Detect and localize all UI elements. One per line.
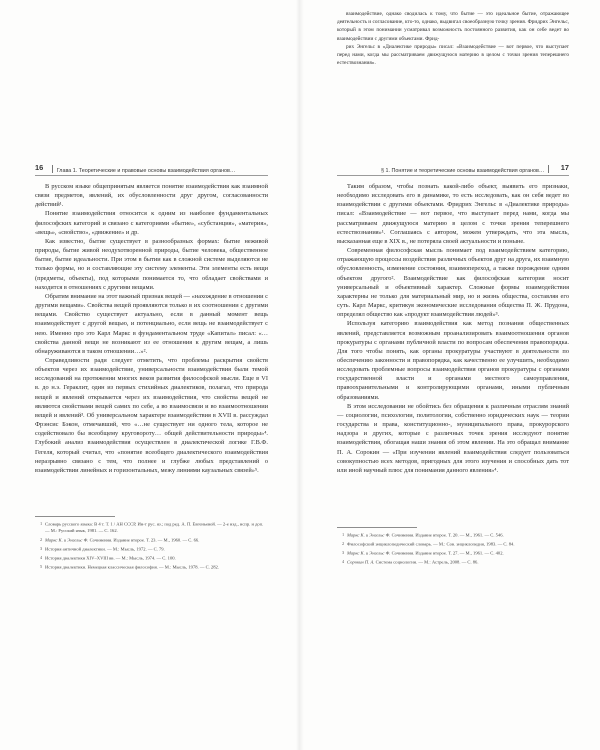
header-divider [52,165,53,173]
footnote-text: Маркс К. и Энгельс Ф. Сочинения. Издание второе. Т. 23. — М., 1960. — С. 66. [45,537,200,543]
footnote-text: Словарь русского языка: В 4 т. Т. 1 / АН СССР, Ин-т рус. яз.; под ред. А. П. Евгеньевой. — 2-е изд., испр. и доп. — М.: Русский язык, 1981. — С. 162. [45,521,264,534]
left-header-title-text: Глава 1. Теоретические и правовые основы взаимодействия органов… [56,167,236,174]
paragraph: Обратим внимание на этот важный признак вещей — «нахождение в отношении с другими вещами». Свойства вещей проявляются только в их соотношении с другими вещами. Свойство существует актуально, если в данный момент вещь взаимодействует с другой вещью, и потенциально, если вещь не взаимодействует с нею. Именно про это Карл Маркс в фундаментальном труде «Капитал» писал: «…свойства данной вещи не возникают из ее отношения к другим вещам, а лишь обнаруживаются в таком отношении…»². [35,292,268,355]
footnote-author: Маркс К. и Энгельс Ф. [45,537,89,543]
footnote [337,559,569,566]
footnote-text: Маркс К. и Энгельс Ф. Сочинения. Издание второе. Т. 20. — М., 1961. — С. 546. [347,532,504,538]
footnote [337,541,569,548]
right-footnote-rule [337,527,417,528]
right-footnotes [337,532,569,568]
paragraph: Понятие взаимодействия относится к одним из наиболее фундаментальных философских категорий и связано с категориями «бытие», «субстанция», «материя», «вещь», «свойство», «движение» и др. [35,210,268,236]
right-header-title [381,165,553,174]
header-divider [548,165,549,173]
right-page-number: 17 [560,163,569,172]
footnote [35,521,268,535]
footnote-text: История античной диалектики. — М.: Мысль, 1972. — С. 79. [45,546,165,552]
fragment-line: взаимодействие, однако сводилась к тому, что бытие — это идеальное бытие, отражающее деятельность и согласование, кто-то, однако, выдвигал своеобразную точку зрения. Фридрих Энгельс, который в этом понимании усматривал возможность постоянного развития, как он себе ведет во взаимодействии с другими объектами. Фрид- [337,11,569,42]
footnote-text: История диалектики XIV–XVIII вв. — М.: Мысль, 1974. — С. 100. [45,555,176,561]
paragraph: Как известно, бытие существует в разнообразных формах: бытие неживой природы, бытие живой неодухотворенной природы, бытие человека, общественное бытие, бытие идеальноcти. При этом в бытии как в сложной системе выделяются не только формы, но и составляющие эту систему элементы. Эти элементы есть вещи (предметы, объекты), под которыми понимается то, что обладает свойствами и находится в отношениях с другими вещами. [35,237,268,291]
footnote-text: Сорокин П. А. Система социологии. — М.: Астрель, 2008. — С. 86. [347,559,479,565]
right-page [300,0,600,750]
footnote-number: 3 [342,550,344,555]
footnote-number: 4 [342,559,344,564]
footnote-author: Сорокин П. А. [347,559,375,565]
paragraph: Справедливости ради следует отметить, что проблемы раскрытия свойств объектов через их взаимодействие, универсальности взаимодействия были темой исследований на протяжении многих веков развития философской мысли. Еще в VI в. до н.э. Гераклит, один из первых стихийных диалектиков, полагал, что природа вещей и явлений открывается через их взаимодействия, что свойства вещей не являются свойствами вещей самих по себе, а во взаимосвязи и во взаимоотношении вещей и явлений³. Об универсальном характере взаимодействия в XVII в. рассуждал Фрэнсис Бэкон, отмечавший, что «…не существует ни одного тела, которое не содействовало бы всеобщему круговороту… общей действительности природы»⁴. Глубокий анализ взаимодействия осуществлен в диалектической логике Г.В.Ф. Гегеля, который считал, что «понятие всеобщего диалектического взаимодействия неразрывно связано с тем, что полнее и глубже любых представлений о взаимодействии линейных и горизонтальных, межу линиями каузальных связей»⁵. [35,356,268,474]
left-body-text [35,182,268,475]
fragment-line: рих Энгельс в «Диалектике природы» писал: «Взаимодействие — вот первое, что выступает перед нами, когда мы рассматриваем движущуюся материю в целом с точки зрения теперешнего естествознания». [337,43,569,67]
footnote-text: Философский энциклопедический словарь. — М.: Сов. энциклопедия, 1983. — С. 84. [347,541,515,547]
right-body-text [337,182,569,475]
right-top-fragment [337,10,569,67]
left-header-title [48,165,235,174]
paragraph: В этом исследовании не обойтись без обращения к различным отраслям знаний — социологии, психологии, политологии, собственно юридических наук — теории государства и права, конституционно-, муниципального права, прокурорского надзора и других, которые с различных точек зрения исследуют понятие взаимодействия, обогащая наши знания об этом явлении. На это обращал внимание П. А. Сорокин — «При изучении явлений взаимодействия следует пользоваться совокупностью всех методов, пригодных для этого изучения и способных дать тот или иной научный плюс для понимания данного явления»⁴. [337,402,569,474]
footnote-number: 4 [40,555,42,560]
right-running-header [337,163,569,176]
footnote-text: История диалектики. Немецкая классическая философия. — М.: Мысль, 1978. — С. 282. [45,564,219,570]
footnote-number: 1 [40,522,42,526]
footnote-number: 2 [40,537,42,542]
left-page-number: 16 [35,163,44,172]
footnote [337,532,569,539]
left-running-header [35,163,268,176]
footnote-number: 3 [40,546,42,551]
footnote-author: Маркс К. и Энгельс Ф. [347,550,391,556]
footnote [35,546,268,553]
footnote [337,550,569,557]
paragraph: Современная философская мысль понимает под взаимодействием категорию, отражающую процессы воздействия различных объектов друг на друга, их взаимную обусловленность, изменение состояния, взаимопереход, а также порождение одним объектом другого². Взаимодействие как философская категория носит универсальный и объективный характер. Сложные формы взаимодействия характерны не только для материальный мир, но и жизнь общества, составляя его суть. Карл Маркс, критикуя экономические исследования общества П. Ж. Прудона, определял общество как «продукт взаимодействия людей»³. [337,247,569,319]
paragraph: В русском языке общепринятым является понятие взаимодействия как взаимной связи предметов, явлений, их обусловленности друг другом, согласованности действий¹. [35,183,268,209]
left-footnote-rule [35,516,115,517]
footnote-number: 2 [342,541,344,546]
footnote [35,555,268,562]
footnote [35,537,268,544]
paragraph: Таким образом, чтобы познать какой-либо объект, выявить его признаки, необходимо исследовать его в динамике, то есть исследовать, как он себя ведет во взаимодействии с другими объектами. Фридрих Энгельс в «Диалектике природы» писал: «Взаимодействие — вот первое, что выступает перед нами, когда мы рассматриваем движущуюся материю в целом с точки зрения теперешнего естествознания»¹. Соглашаясь с автором, можем утверждать, что эта мысль, высказанная еще в XIX в., не потеряла своей актуальности и поныне. [337,183,569,245]
footnote-text: Маркс К. и Энгельс Ф. Сочинения. Издание второе. Т. 27. — М., 1961. — С. 402. [347,550,504,556]
paragraph: Используя категорию взаимодействия как метод познания общественных явлений, представляется возможным проанализировать взаимоотношения органов прокуратуры с органами публичной власти по вопросам обеспечения правопорядка. Для того чтобы понять, как органы прокуратуры участвуют в деятельности по обеспечению законности и правопорядка, как качественно ее улучшить, необходимо исследовать проблемные вопросы взаимодействия органов прокуратуры с органами государственной власти и органами местного самоуправления, правоохранительными и контролирующими органами, иными публичным образованиями. [337,320,569,401]
footnote-author: Маркс К. и Энгельс Ф. [347,532,391,538]
footnote-number: 1 [342,533,344,537]
left-footnotes [35,521,268,573]
footnote [35,564,268,571]
right-header-title-text: § 1. Понятие и теоретические основы взаимодействия органов… [381,167,545,174]
footnote-number: 5 [40,564,42,569]
